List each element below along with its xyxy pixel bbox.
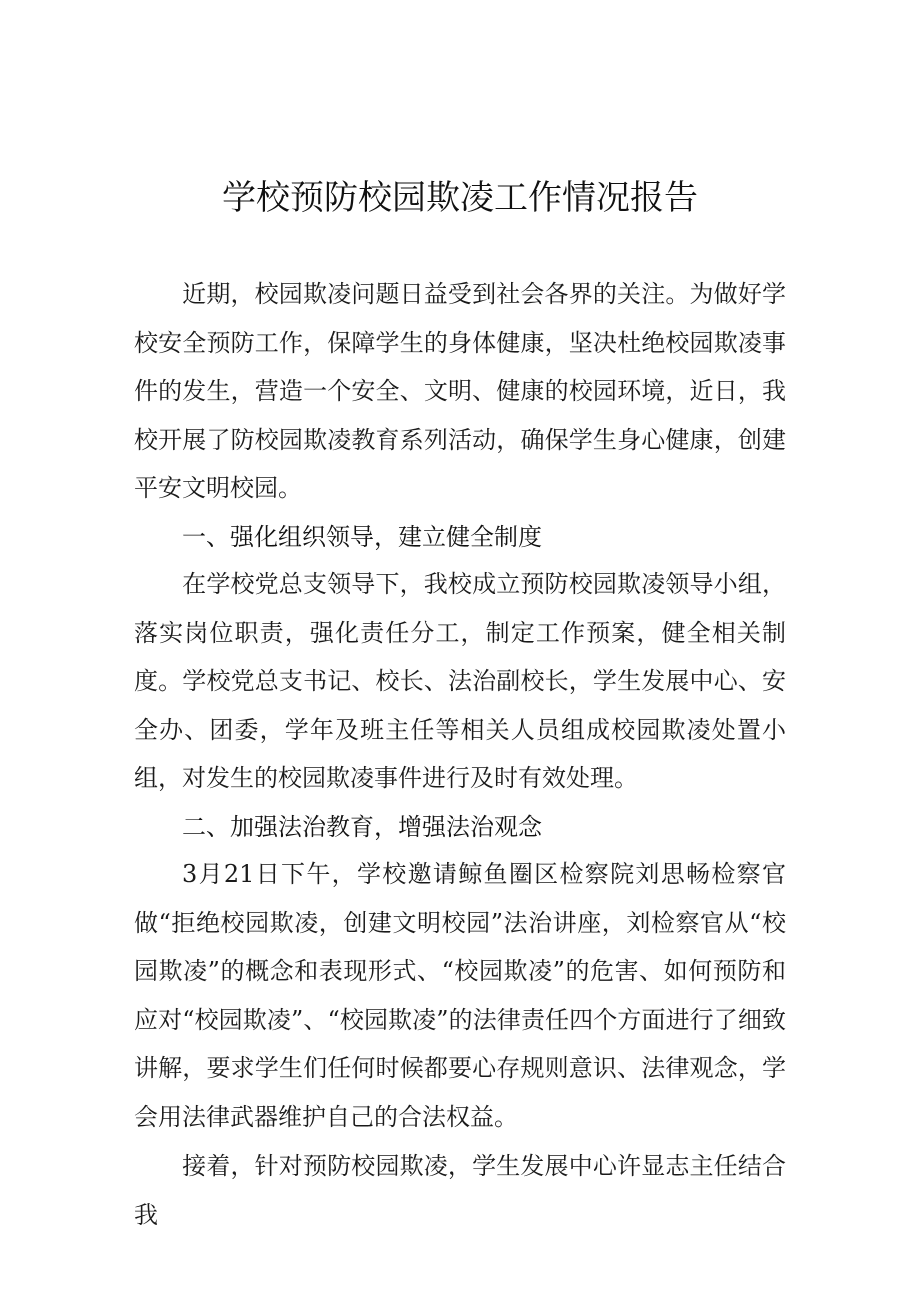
section2-paragraph: [134, 850, 786, 1141]
document-title: 学校预防校园欺凌工作情况报告: [222, 178, 698, 218]
section2-continuation-paragraph: [134, 1142, 786, 1239]
intro-paragraph: [134, 270, 786, 513]
section1-paragraph: [134, 560, 786, 803]
section2-paragraph-text: 3月21日下午，学校邀请鲸鱼圈区检察院刘思畅检察官做“拒绝校园欺凌，创建文明校园”法治讲座，刘检察官从“校园欺凌”的概念和表现形式、“校园欺凌”的危害、如何预防和应对“校园欺凌”、“校园欺凌”的法律责任四个方面进行了细致讲解，要求学生们任何时候都要心存规则意识、法律观念，学会用法律武器维护自己的合法权益。: [134, 860, 786, 1131]
intro-paragraph-text: 近期，校园欺凌问题日益受到社会各界的关注。为做好学校安全预防工作，保障学生的身体健康，坚决杜绝校园欺凌事件的发生，营造一个安全、文明、健康的校园环境，近日，我校开展了防校园欺凌教育系列活动，确保学生身心健康，创建平安文明校园。: [134, 280, 786, 502]
section-heading-1: 一、强化组织领导，建立健全制度: [182, 523, 542, 551]
section2-continuation-text: 接着，针对预防校园欺凌，学生发展中心许显志主任结合我: [134, 1152, 786, 1229]
section1-paragraph-text: 在学校党总支领导下，我校成立预防校园欺凌领导小组，落实岗位职责，强化责任分工，制定工作预案，健全相关制度。学校党总支书记、校长、法治副校长，学生发展中心、安全办、团委，学年及班主任等相关人员组成校园欺凌处置小组，对发生的校园欺凌事件进行及时有效处理。: [134, 570, 786, 792]
section-heading-2: 二、加强法治教育，增强法治观念: [182, 813, 542, 841]
